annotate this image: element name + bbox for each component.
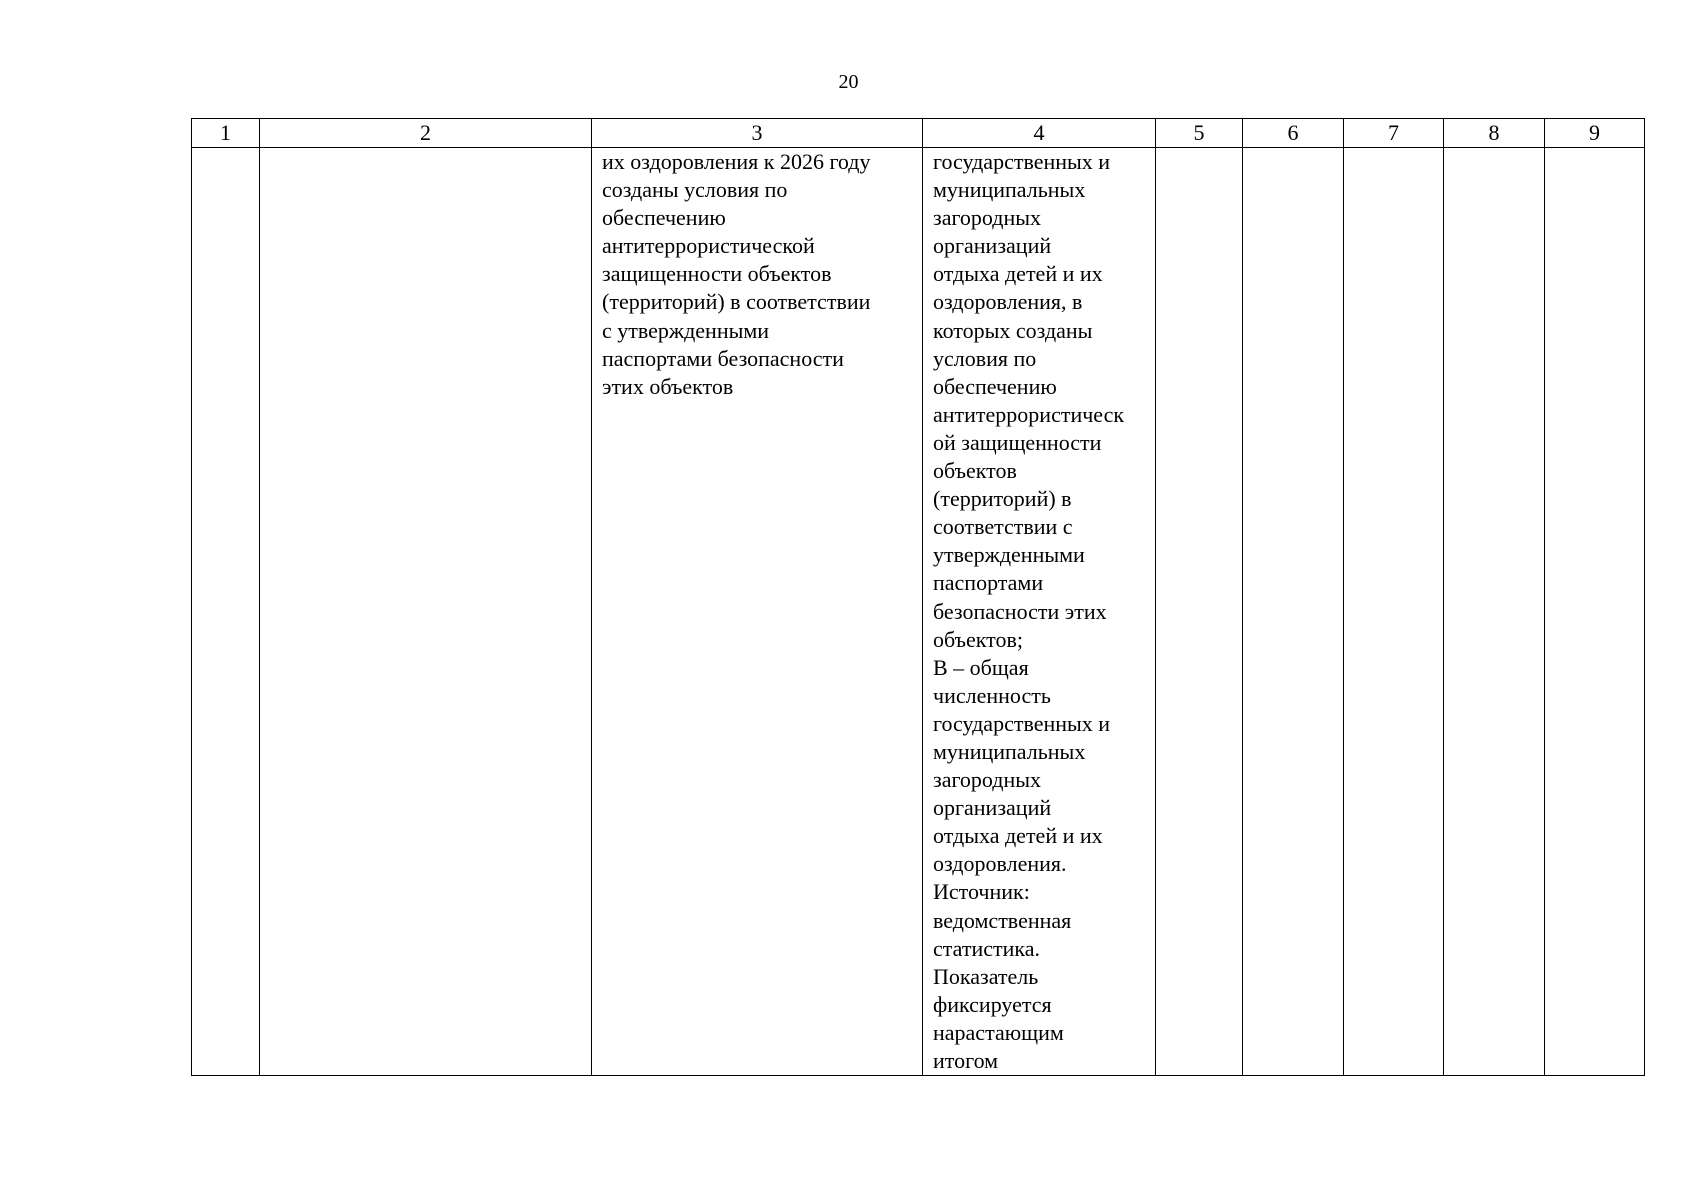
header-cell-9: 9	[1545, 119, 1645, 148]
row-cell-1	[192, 148, 260, 1076]
data-table	[191, 118, 1645, 1076]
header-cell-5: 5	[1156, 119, 1243, 148]
table-row	[192, 148, 1645, 1076]
row-cell-9	[1545, 148, 1645, 1076]
header-cell-8: 8	[1444, 119, 1545, 148]
header-cell-2: 2	[260, 119, 592, 148]
header-cell-4: 4	[923, 119, 1156, 148]
goal-description-text: их оздоровления к 2026 году созданы условия по обеспечению антитеррористической защищенности объектов (территорий) в соответствии с утвержденными паспортами безопасности этих объектов	[602, 149, 871, 399]
row-cell-6	[1243, 148, 1344, 1076]
header-cell-3: 3	[592, 119, 923, 148]
row-cell-5	[1156, 148, 1243, 1076]
header-cell-1: 1	[192, 119, 260, 148]
header-cell-7: 7	[1344, 119, 1444, 148]
row-cell-3	[592, 148, 923, 1076]
row-cell-4	[923, 148, 1156, 1076]
page-number: 20	[838, 71, 859, 93]
calculation-method-text: государственных и муниципальных загородных организаций отдыха детей и их оздоровления, в которых созданы условия по обеспечению антитеррористическ ой защищенности объектов (территорий) в соответствии с утвержденными паспортами безопасности этих объектов; В – общая численность государственных и муниципальных загородных организаций отдыха детей и их оздоровления. Источник: ведомственная статистика. Показатель фиксируется нарастающим итогом	[933, 149, 1125, 1073]
row-cell-8	[1444, 148, 1545, 1076]
row-cell-7	[1344, 148, 1444, 1076]
row-cell-2	[260, 148, 592, 1076]
header-cell-6: 6	[1243, 119, 1344, 148]
table-header-row	[192, 119, 1645, 148]
